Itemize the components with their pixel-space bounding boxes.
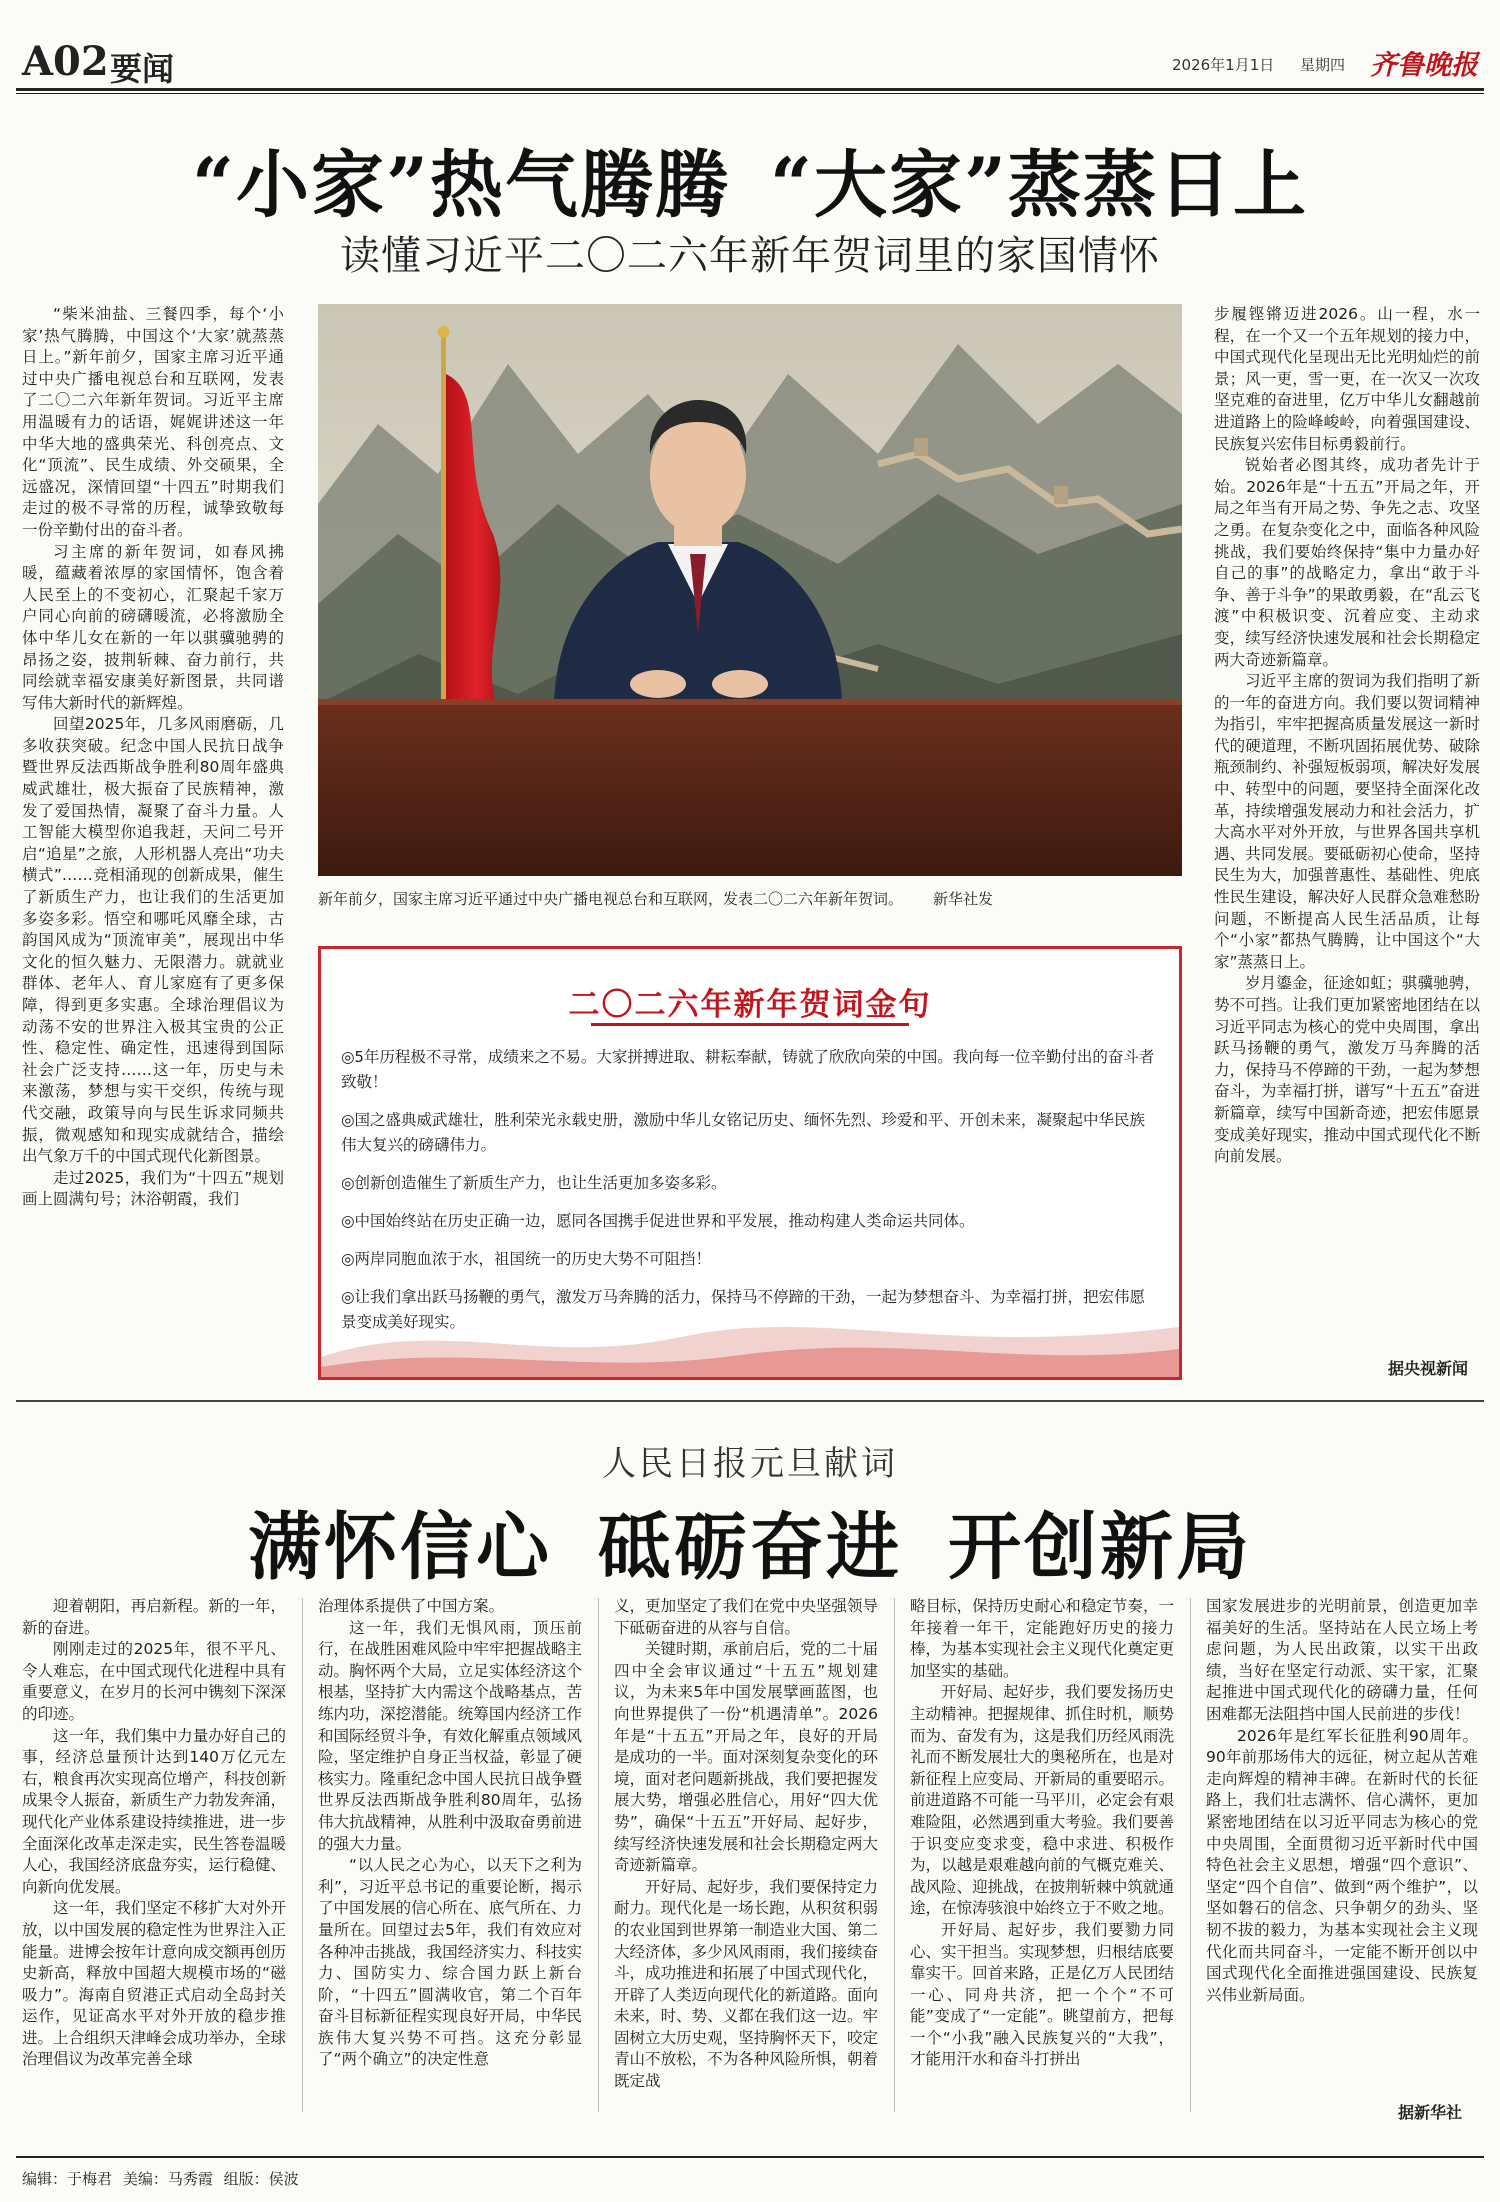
paragraph: 锐始者必图其终，成功者先计于始。2026年是“十五五”开局之年，开局之年当有开局之势、争先之志、攻坚之勇。在复杂变化之中，面临各种风险挑战，我们要始终保持“集中力量办好自己的事”的战略定力，拿出“敢于斗争、善于斗争”的果敢勇毅，在“乱云飞渡”中积极识变、沉着应变、主动求变，续写经济快速发展和社会长期稳定两大奇迹新篇章。	[1214, 456, 1480, 669]
footer-rule	[16, 2156, 1484, 2158]
credits-line	[22, 2168, 299, 2189]
paragraph: 步履铿锵迈进2026。山一程，水一程，在一个又一个五年规划的接力中，中国式现代化呈现出无比光明灿烂的前景；风一更，雪一更，在一次又一次攻坚克难的奋进里，亿万中华儿女翻越前进道路上的险峰峻岭，向着强国建设、民族复兴宏伟目标勇毅前行。	[1214, 305, 1480, 453]
article2-column-4	[910, 1596, 1174, 2114]
page-number: A02	[22, 38, 109, 85]
quote-item: ◎国之盛典威武雄壮，胜利荣光永载史册，激励中华儿女铭记历史、缅怀先烈、珍爱和平、开创未来，凝聚起中华民族伟大复兴的磅礴伟力。	[341, 1111, 1146, 1154]
photo-caption	[318, 888, 993, 909]
header-rule-thin	[16, 93, 1484, 94]
quotes-title: 二〇二六年新年贺词金句	[568, 987, 932, 1023]
article2-column-3	[614, 1596, 878, 2114]
bullet-icon: ◎	[341, 1174, 355, 1192]
issue-date: 2026年1月1日	[1172, 56, 1275, 74]
paragraph: 回望2025年，几多风雨磨砺，几多收获突破。纪念中国人民抗日战争暨世界反法西斯战争胜利80周年盛典威武雄壮，极大振奋了民族精神，激发了爱国热情，凝聚了奋斗力量。人工智能大模型你追我赶，天问二号开启“追星”之旅，人形机器人亮出“功夫横式”……竞相涌现的创新成果，催生了新质生产力，也让我们的生活更加多姿多彩。悟空和哪吒风靡全球，古韵国风成为“顶流审美”，展现出中华文化的恒久魅力、无限潜力。就就业群体、老年人、育儿家庭有了更多保障，得到更多实惠。全球治理倡议为动荡不安的世界注入极其宝贵的公正性、稳定性、确定性，迅速得到国际社会广泛支持……这一年，历史与未来激荡，梦想与实干交织，传统与现代交融，政策导向与民生诉求同频共振，微观感知和现实成就结合，描绘出气象万千的中国式现代化新图景。	[22, 715, 284, 1166]
paragraph: 这一年，我们坚定不移扩大对外开放，以中国发展的稳定性为世界注入正能量。进博会按年计意向成交额再创历史新高，释放中国超大规模市场的“磁吸力”。海南自贸港正式启动全岛封关运作，见证高水平对外开放的稳步推进。上合组织天津峰会成功举办，全球治理倡议为改革完善全球	[22, 1899, 286, 2069]
article2-column-2	[318, 1596, 582, 2114]
paragraph: 这一年，我们集中力量办好自己的事，经济总量预计达到140万亿元左右，粮食再次实现高位增产，科技创新成果令人振奋，新质生产力勃发奔涌，现代化产业体系建设持续推进，进一步全面深化改革走深走实，民生答卷温暖人心，我国经济底盘夯实，运行稳健、向新向优发展。	[22, 1726, 286, 1896]
header-rule	[16, 88, 1484, 91]
article2-column-1	[22, 1596, 286, 2114]
headline-part: 满怀信心	[248, 1504, 552, 1590]
quote-item: ◎两岸同胞血浓于水，祖国统一的历史大势不可阻挡！	[341, 1250, 712, 1268]
paragraph: 国家发展进步的光明前景，创造更加幸福美好的生活。坚持站在人民立场上考虑问题，为人民出政策，以实干出政绩，当好在坚定行动派、实干家，汇聚起推进中国式现代化的磅礴力量，任何困难都无法阻挡中国人民前进的步伐！	[1206, 1597, 1478, 1723]
column-separator	[598, 1598, 599, 2112]
column-separator	[1190, 1598, 1191, 2112]
article2-source: 据新华社	[1398, 2103, 1463, 2122]
paragraph: 开好局、起好步，我们要勠力同心、实干担当。实现梦想，归根结底要靠实干。回首来路，正是亿万人民团结一心、同舟共济，把一个个“不可能”变成了“一定能”。眺望前方，把每一个“小我”融入民族复兴的“大我”，才能用汗水和奋斗打拼出	[910, 1920, 1174, 2069]
paragraph: 开好局、起好步，我们要发扬历史主动精神。把握规律、抓住时机，顺势而为、奋发有为，这是我们历经风雨洗礼而不断发展壮大的奥秘所在，也是对新征程上应变局、开新局的重要昭示。前进道路不可能一马平川，必定会有艰难险阻，必然遇到重大考验。我们要善于识变应变求变，稳中求进、积极作为，以越是艰难越向前的气概克难关、战风险、迎挑战，在披荆斩棘中筑就通途，在惊涛骇浪中始终立于不败之地。	[910, 1683, 1174, 1918]
paragraph: “以人民之心为心，以天下之利为利”，习近平总书记的重要论断，揭示了中国发展的信心所在、底气所在、力量所在。回望过去5年，我们有效应对各种冲击挑战，我国经济实力、科技实力、国防实力、综合国力跃上新台阶，“十四五”圆满收官，第二个百年奋斗目标新征程实现良好开局，中华民族伟大复兴势不可挡。这充分彰显了“两个确立”的决定性意	[318, 1856, 582, 2069]
editor-label: 编辑：	[22, 2170, 68, 2188]
bullet-icon: ◎	[341, 1048, 355, 1066]
issue-weekday: 星期四	[1300, 56, 1346, 74]
news-photo	[318, 304, 1182, 876]
paragraph: 2026年是红军长征胜利90周年。90年前那场伟大的远征，树立起从苦难走向辉煌的精神丰碑。在新时代的长征路上，我们壮志满怀、信心满怀，更加紧密地团结在以习近平同志为核心的党中央周围，全面贯彻习近平新时代中国特色社会主义思想，增强“四个意识”、坚定“四个自信”、做到“两个维护”，以坚如磐石的信念、只争朝夕的劲头、坚韧不拔的毅力，为基本实现社会主义现代化而共同奋斗，一定能不断开创以中国式现代化全面推进强国建设、民族复兴伟业新局面。	[1206, 1726, 1478, 2004]
paragraph: 治理体系提供了中国方案。	[318, 1597, 505, 1615]
designer-name: 马秀霞	[167, 2170, 213, 2188]
layout-name: 侯波	[268, 2170, 299, 2188]
quotes-title-underline	[591, 1023, 909, 1026]
paragraph: 迎着朝阳，再启新程。新的一年，新的奋进。	[22, 1597, 286, 1637]
layout-label: 组版：	[223, 2170, 269, 2188]
article-divider	[16, 1400, 1484, 1402]
paragraph: 习主席的新年贺词，如春风拂暖，蕴藏着浓厚的家国情怀，饱含着人民至上的不变初心，汇聚起千家万户同心向前的磅礴暖流，必将激励全体中华儿女在新的一年以骐骥驰骋的昂扬之姿，披荆斩棘、奋力前行，共同绘就幸福安康美好新图景，共同谱写伟大新时代的新辉煌。	[22, 542, 284, 712]
paragraph: 这一年，我们无惧风雨，顶压前行，在战胜困难风险中牢牢把握战略主动。胸怀两个大局，立足实体经济这个根基，坚持扩大内需这个战略基点，苦练内功，深挖潜能。统筹国内经济工作和国际经贸斗争，有效化解重点领域风险，坚定维护自身正当权益，彰显了硬核实力。隆重纪念中国人民抗日战争暨世界反法西斯战争胜利80周年，弘扬伟大抗战精神，从胜利中汲取奋勇前进的强大力量。	[318, 1618, 582, 1853]
headline-part-right: “大家”蒸蒸日上	[770, 142, 1308, 228]
bullet-icon: ◎	[341, 1111, 355, 1129]
article2-kicker: 人民日报元旦献词	[602, 1444, 898, 1484]
paragraph: “柴米油盐、三餐四季，每个‘小家’热气腾腾，中国这个‘大家’就蒸蒸日上。”新年前夕，国家主席习近平通过中央广播电视总台和互联网，发表了二〇二六年新年贺词。习近平主席用温暖有力的话语，娓娓讲述这一年中华大地的盛典荣光、科创亮点、文化“顶流”、民生成绩、外交硕果，全远盛况，深情回望“十四五”时期我们走过的极不寻常的历程，诚挚致敬每一份辛勤付出的奋斗者。	[22, 305, 284, 539]
paragraph: 刚刚走过的2025年，很不平凡、令人难忘，在中国式现代化进程中具有重要意义，在岁月的长河中镌刻下深深的印迹。	[22, 1640, 286, 1723]
article1-right-column	[1214, 304, 1480, 1372]
headline-part: 开创新局	[948, 1504, 1252, 1590]
paragraph: 开好局、起好步，我们要保持定力耐力。现代化是一场长跑，从积贫积弱的农业国到世界第一制造业大国、第二大经济体，多少风风雨雨，我们接续奋斗，成功推进和拓展了中国式现代化，开辟了人类迈向现代化的新道路。面向未来，时、势、义都在我们这一边。牢固树立大历史观，坚持胸怀天下，咬定青山不放松，不为各种风险所惧，朝着既定战	[614, 1877, 878, 2091]
paragraph: 走过2025，我们为“十四五”规划画上圆满句号；沐浴朝霞，我们	[22, 1168, 284, 1209]
photo-credit: 新华社发	[933, 890, 994, 908]
quote-item: ◎5年历程极不寻常，成绩来之不易。大家拼搏进取、耕耘奉献，铸就了欣欣向荣的中国。我向每一位辛勤付出的奋斗者致敬！	[341, 1048, 1155, 1091]
quote-item: ◎中国始终站在历史正确一边，愿同各国携手促进世界和平发展，推动构建人类命运共同体。	[341, 1212, 975, 1230]
paragraph: 习近平主席的贺词为我们指明了新的一年的奋进方向。我们要以贺词精神为指引，牢牢把握高质量发展这一新时代的硬道理，不断巩固拓展优势、破除瓶颈制约、补强短板弱项，解决好发展中、转型中的问题，要坚持全面深化改革，持续增强发展动力和社会活力，扩大高水平对外开放，与世界各国共享机遇、共同发展。要砥砺初心使命，坚持民生为大，加强普惠性、基础性、兜底性民生建设，解决好人民群众急难愁盼问题，不断提高人民生活品质，让每个“小家”都热气腾腾，让中国这个“大家”蒸蒸日上。	[1214, 672, 1480, 971]
headline-part-left: “小家”热气腾腾	[192, 142, 730, 228]
article1-subtitle: 读懂习近平二〇二六年新年贺词里的家国情怀	[340, 233, 1160, 279]
column-separator	[302, 1598, 303, 2112]
decorative-waves	[321, 1297, 1179, 1377]
article1-headline	[0, 126, 1500, 231]
headline-part: 砥砺奋进	[598, 1504, 902, 1590]
article2-headline	[0, 1488, 1500, 1593]
quote-item: ◎创新创造催生了新质生产力，也让生活更加多姿多彩。	[341, 1174, 727, 1192]
caption-text: 新年前夕，国家主席习近平通过中央广播电视总台和互联网，发表二〇二六年新年贺词。	[318, 890, 904, 908]
quotes-box	[318, 946, 1182, 1380]
column-separator	[894, 1598, 895, 2112]
paragraph: 略目标，保持历史耐心和稳定节奏，一年接着一年干，定能跑好历史的接力棒，为基本实现社会主义现代化奠定更加坚实的基础。	[910, 1597, 1174, 1680]
section-name: 要闻	[110, 50, 175, 88]
paragraph: 岁月鎏金，征途如虹；骐骥驰骋，势不可挡。让我们更加紧密地团结在以习近平同志为核心的党中央周围，拿出跃马扬鞭的勇气，激发万马奔腾的活力，保持马不停蹄的干劲，一起为梦想奋斗，为幸福打拼，谱写“十五五”奋进新篇章，续写中国新奇迹，把宏伟愿景变成美好现实，推动中国式现代化不断向前发展。	[1214, 974, 1480, 1166]
bullet-icon: ◎	[341, 1212, 355, 1230]
designer-label: 美编：	[122, 2170, 168, 2188]
bullet-icon: ◎	[341, 1288, 355, 1306]
paragraph: 关键时期，承前启后，党的二十届四中全会审议通过“十五五”规划建议，为未来5年中国发展擘画蓝图，也向世界提供了一份“机遇清单”。2026年是“十五五”开局之年，良好的开局是成功的一半。面对深刻复杂变化的环境，面对老问题新挑战，我们要把握发展大势，增强必胜信心，用好“四大优势”，确保“十五五”开好局、起好步，续写经济快速发展和社会长期稳定两大奇迹新篇章。	[614, 1640, 878, 1875]
article1-source: 据央视新闻	[1388, 1359, 1469, 1378]
article1-left-column	[22, 304, 284, 1384]
photo-illustration	[318, 304, 1182, 876]
newspaper-logo: 齐鲁晚报	[1370, 50, 1478, 81]
editor-name: 于梅君	[67, 2170, 113, 2188]
quote-item: ◎让我们拿出跃马扬鞭的勇气，激发万马奔腾的活力，保持马不停蹄的干劲，一起为梦想奋斗、为幸福打拼，把宏伟愿景变成美好现实。	[341, 1288, 1146, 1331]
bullet-icon: ◎	[341, 1250, 355, 1268]
article2-column-5	[1206, 1596, 1478, 2092]
paragraph: 义，更加坚定了我们在党中央坚强领导下砥砺奋进的从容与自信。	[614, 1597, 878, 1637]
